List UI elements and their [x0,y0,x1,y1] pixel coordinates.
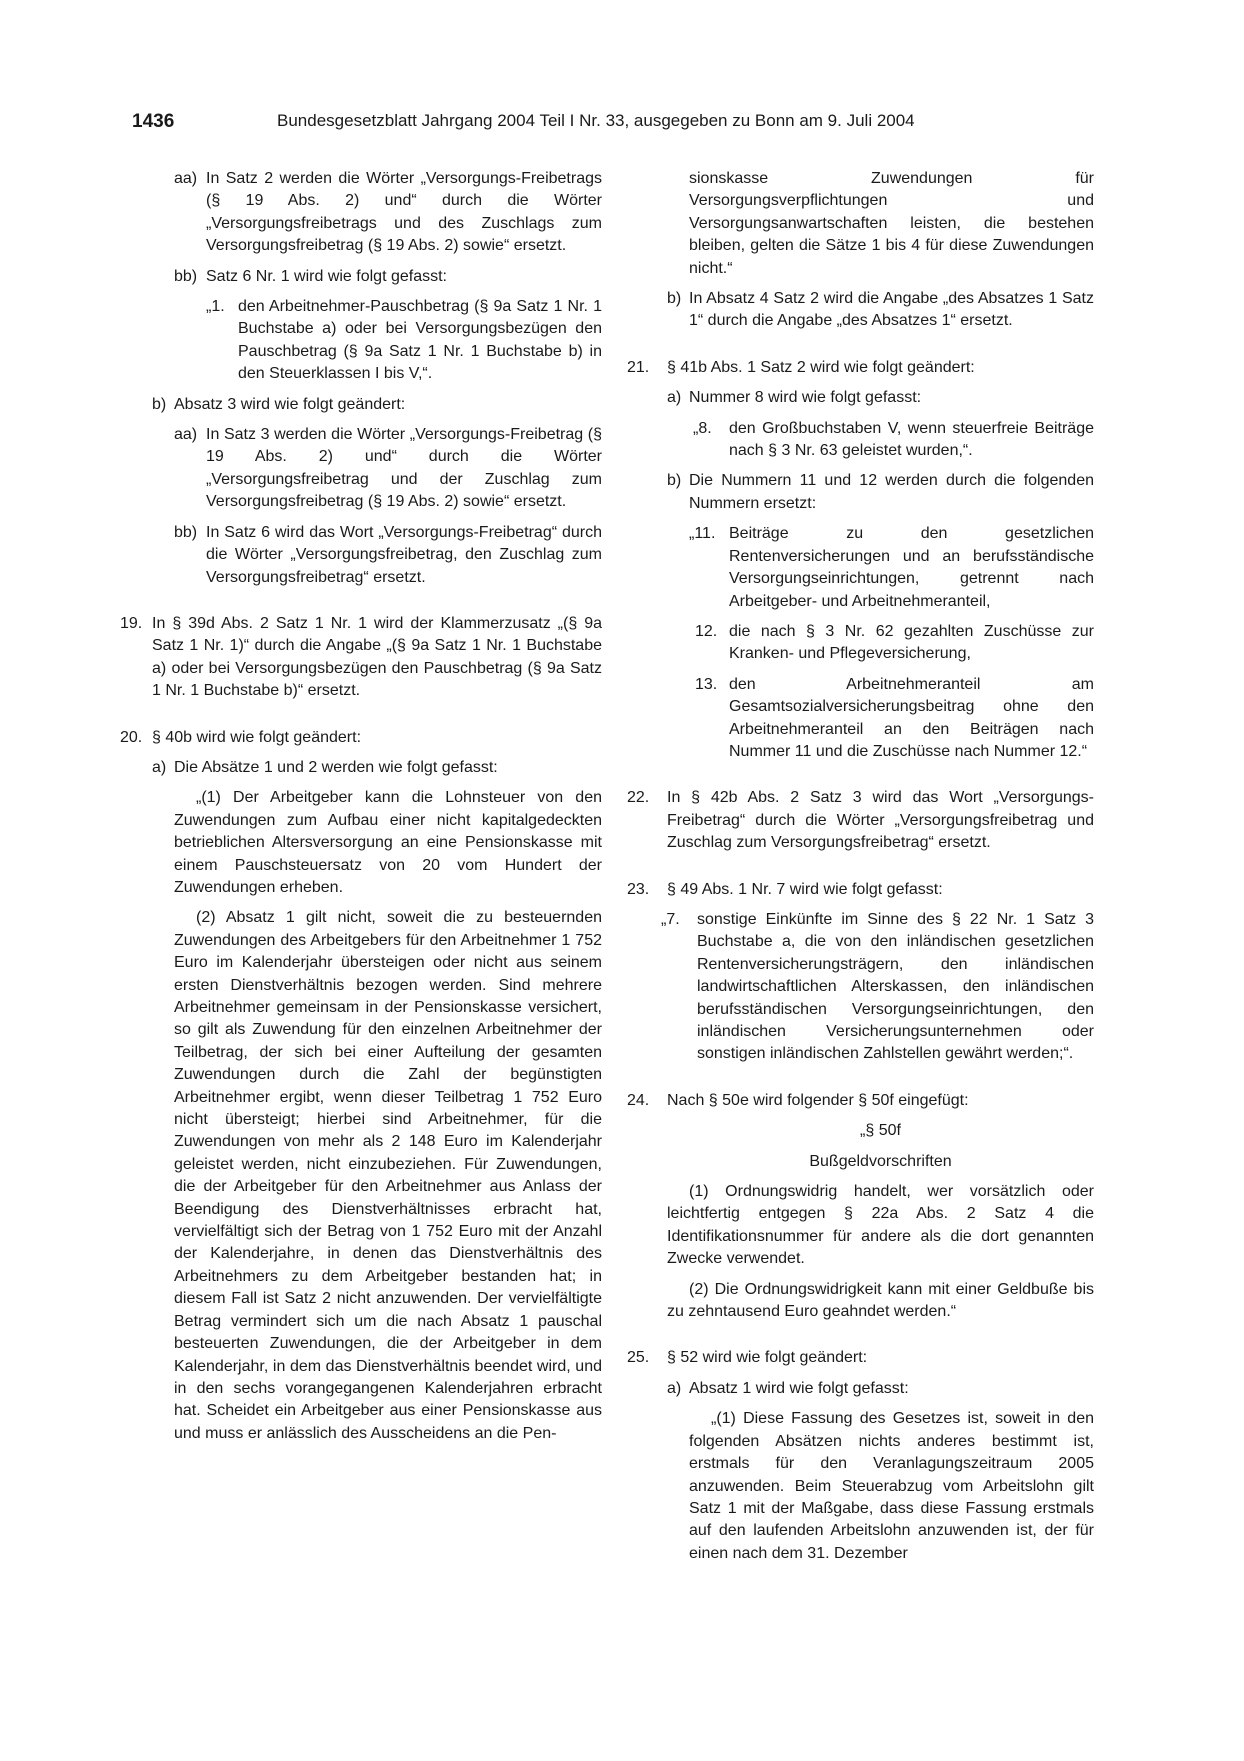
item-text: die nach § 3 Nr. 62 gezahlten Zuschüsse zur Kranken- und Pflegeversicherung, [729,622,1094,663]
amendment-19 [120,613,602,703]
item-label: a) [667,1379,682,1397]
page-number: 1436 [132,111,175,132]
amendment-21 [627,357,1094,379]
amendment-22 [627,787,1094,854]
item-text: In Satz 6 wird das Wort „Versorgungs-Freibetrag“ durch die Wörter „Versorgungsfreibetrag, den Zuschlag zum Versorgungsfreibetrag“ ersetzt. [206,523,602,586]
amendment-21-a [627,387,1094,409]
running-title: Bundesgesetzblatt Jahrgang 2004 Teil I Nr. 33, ausgegeben zu Bonn am 9. Juli 2004 [277,111,915,130]
amendment-bb-satz6-wort [132,522,602,589]
item-text: In Absatz 4 Satz 2 wird die Angabe „des Absatzes 1 Satz 1“ durch die Angabe „des Absatzes 1“ ersetzt. [689,290,1094,330]
item-label: 13. [695,675,718,693]
item-label: aa) [174,426,198,444]
page-header [132,111,1112,141]
amendment-25-a [627,1378,1094,1400]
section-heading: „§ 50f [860,1122,901,1140]
item-label: a) [667,389,682,407]
item-text: § 49 Abs. 1 Nr. 7 wird wie folgt gefasst: [667,880,943,898]
item-label: „8. [693,419,712,437]
amendment-24 [627,1090,1094,1112]
item-text: Absatz 1 wird wie folgt gefasst: [689,1379,909,1397]
item-label: b) [152,395,167,413]
amendment-20-a [132,757,602,779]
item-label: aa) [174,170,198,187]
item-number: 19. [120,614,143,632]
item-number: 21. [627,358,650,376]
item-text: Die Nummern 11 und 12 werden durch die folgenden Nummern ersetzt: [689,472,1094,512]
amendment-20 [120,727,602,749]
item-label: „7. [661,910,680,928]
item-text: den Arbeitnehmeranteil am Gesamtsozialversicherungsbeitrag ohne den Arbeitnehmeranteil an den Beiträgen nach Nummer 11 und die Zuschüsse nach Nummer 12.“ [729,675,1094,760]
quoted-paragraph-2: (2) Absatz 1 gilt nicht, soweit die zu besteuernden Zuwendungen des Arbeitgebers für den Arbeitnehmer 1 752 Euro im Kalenderjahr übersteigen oder nicht aus seinem ersten Dienstverhältnis bezogen werden. Sind mehrere Arbeitnehmer gemeinsam in der Pensionskasse versichert, so gilt als Zuwendung für den einzelnen Arbeitnehmer der Teilbetrag, der sich bei einer Aufteilung der gesamten Zuwendungen durch die Zahl der begünstigten Arbeitnehmer ergibt, wenn dieser Teilbetrag 1 752 Euro nicht übersteigt; hierbei sind Arbeitnehmer, für die Zuwendungen von mehr als 2 148 Euro im Kalenderjahr geleistet werden, nicht einzubeziehen. Für Zuwendungen, die der Arbeitgeber für den Arbeitnehmer aus Anlass der Beendigung des Dienstverhältnisses erbracht hat, vervielfältigt sich der Betrag von 1 752 Euro mit der Anzahl der Kalenderjahre, in denen das Dienstverhältnis des Arbeitnehmers zu dem Arbeitgeber bestanden hat; in diesem Fall ist Satz 2 nicht anzuwenden. Der vervielfältigte Betrag vermindert sich um die nach Absatz 1 pauschal besteuerten Zuwendungen, die der Arbeitgeber in dem Kalenderjahr, in dem das Dienstverhältnis beendet wird, und in den sechs vorangegangenen Kalenderjahren erbracht hat. Scheidet ein Arbeitgeber aus einer Pensionskasse aus und muss er anlässlich des Ausscheidens an die Pen- [174,909,602,1442]
item-label: bb) [174,267,198,285]
item-text: In Satz 2 werden die Wörter „Versorgungs-Freibetrags (§ 19 Abs. 2) und“ durch die Wörter „Versorgungsfreibetrags und des Zuschlags zum Versorgungsfreibetrag (§ 19 Abs. 2) sowie“ ersetzt. [206,170,602,255]
item-text: Satz 6 Nr. 1 wird wie folgt gefasst: [206,267,447,285]
item-text: Beiträge zu den gesetzlichen Rentenversicherungen und an berufsständische Versorgungseinrichtungen, getrennt nach Arbeitgeber- und Arbeitnehmeranteil, [729,525,1094,610]
quoted-number-11 [627,523,1094,613]
section-paragraph-1: (1) Ordnungswidrig handelt, wer vorsätzlich oder leichtfertig entgegen § 22a Abs. 2 Satz 4 die Identifikationsnummer für andere als die dort genannten Zwecke verwendet. [667,1183,1094,1268]
item-text: Nach § 50e wird folgender § 50f eingefügt: [667,1091,969,1109]
item-label: 12. [695,622,718,640]
right-column [627,168,1094,1565]
item-text: den Arbeitnehmer-Pauschbetrag (§ 9a Satz 1 Nr. 1 Buchstabe a) oder bei Versorgungsbezügen den Pauschbetrag (§ 9a Satz 1 Nr. 1 Buchstabe b) in den Steuerklassen I bis V,“. [238,298,602,383]
quoted-number-12 [627,621,1094,666]
amendment-aa-satz3 [132,424,602,514]
quoted-number-1 [132,296,602,386]
item-number: 25. [627,1349,650,1367]
amendment-25 [627,1347,1094,1369]
item-text: § 52 wird wie folgt geändert: [667,1349,868,1367]
item-label: a) [152,758,167,776]
item-label: b) [667,290,682,308]
item-text: den Großbuchstaben V, wenn steuerfreie Beiträge nach § 3 Nr. 63 geleistet wurden,“. [729,419,1094,460]
amendment-b-absatz3 [132,394,602,416]
item-number: 20. [120,728,143,746]
amendment-aa-satz2 [132,168,602,258]
quoted-paragraph-25: „(1) Diese Fassung des Gesetzes ist, soweit in den folgenden Absätzen nichts anderes bestimmt ist, erstmals für den Veranlagungszeitraum 2005 anzuwenden. Beim Steuerabzug vom Arbeitslohn gilt Satz 1 mit der Maßgabe, dass diese Fassung erstmals auf den laufenden Arbeitslohn anzuwenden ist, der für einen nach dem 31. Dezember [689,1410,1094,1562]
item-text: In Satz 3 werden die Wörter „Versorgungs-Freibetrag (§ 19 Abs. 2) und“ durch die Wörter „Versorgungsfreibetrag und der Zuschlag zum Versorgungsfreibetrag (§ 19 Abs. 2) sowie“ ersetzt. [206,426,602,511]
amendment-20-b [627,288,1094,333]
item-number: 22. [627,789,650,807]
item-text: In § 39d Abs. 2 Satz 1 Nr. 1 wird der Klammerzusatz „(§ 9a Satz 1 Nr. 1)“ durch die Angabe „(§ 9a Satz 1 Nr. 1 Buchstabe a) oder bei Versorgungsbezügen den Pauschbetrag (§ 9a Satz 1 Nr. 1 Buchstabe b)“ ersetzt. [152,614,602,700]
quoted-paragraph-1: „(1) Der Arbeitgeber kann die Lohnsteuer von den Zuwendungen zum Aufbau einer nicht kapitalgedeckten betrieblichen Altersversorgung an eine Pensionskasse mit einem Pauschsteuersatz von 20 vom Hundert der Zuwendungen erheben. [174,789,602,896]
amendment-bb-satz6 [132,266,602,288]
quoted-number-8 [627,418,1094,463]
left-column [120,168,602,1445]
quoted-number-7 [627,909,1094,1066]
item-label: „1. [206,298,225,316]
section-paragraph-2: (2) Die Ordnungswidrigkeit kann mit einer Geldbuße bis zu zehntausend Euro geahndet werden.“ [667,1280,1094,1321]
quoted-number-13 [627,674,1094,764]
item-label: bb) [174,523,198,541]
item-number: 23. [627,880,650,898]
amendment-21-b [627,470,1094,515]
continued-paragraph: sionskasse Zuwendungen für Versorgungsverpflichtungen und Versorgungsanwartschaften leisten, die bestehen bleiben, gelten die Sätze 1 bis 4 für diese Zuwendungen nicht.“ [689,170,1094,277]
item-text: Nummer 8 wird wie folgt gefasst: [689,389,922,407]
item-text: sonstige Einkünfte im Sinne des § 22 Nr. 1 Satz 3 Buchstabe a, die von den inländischen gesetzlichen Rentenversicherungsträgern, den inländischen landwirtschaftlichen Alterskassen, den inländischen berufsständischen Versorgungseinrichtungen, den inländischen Versicherungsunternehmen oder sonstigen inländischen Zahlstellen gewährt werden;“. [697,910,1094,1063]
item-text: Absatz 3 wird wie folgt geändert: [174,395,406,413]
item-text: § 40b wird wie folgt geändert: [152,728,362,746]
item-label: b) [667,472,682,490]
section-title: Bußgeldvorschriften [809,1152,952,1170]
item-text: Die Absätze 1 und 2 werden wie folgt gefasst: [174,758,498,776]
amendment-23 [627,879,1094,901]
item-text: In § 42b Abs. 2 Satz 3 wird das Wort „Versorgungs-Freibetrag“ durch die Wörter „Versorgungsfreibetrag und Zuschlag zum Versorgungsfreibetrag“ ersetzt. [667,789,1094,852]
item-number: 24. [627,1091,650,1109]
item-label: „11. [689,525,716,543]
item-text: § 41b Abs. 1 Satz 2 wird wie folgt geändert: [667,358,975,376]
